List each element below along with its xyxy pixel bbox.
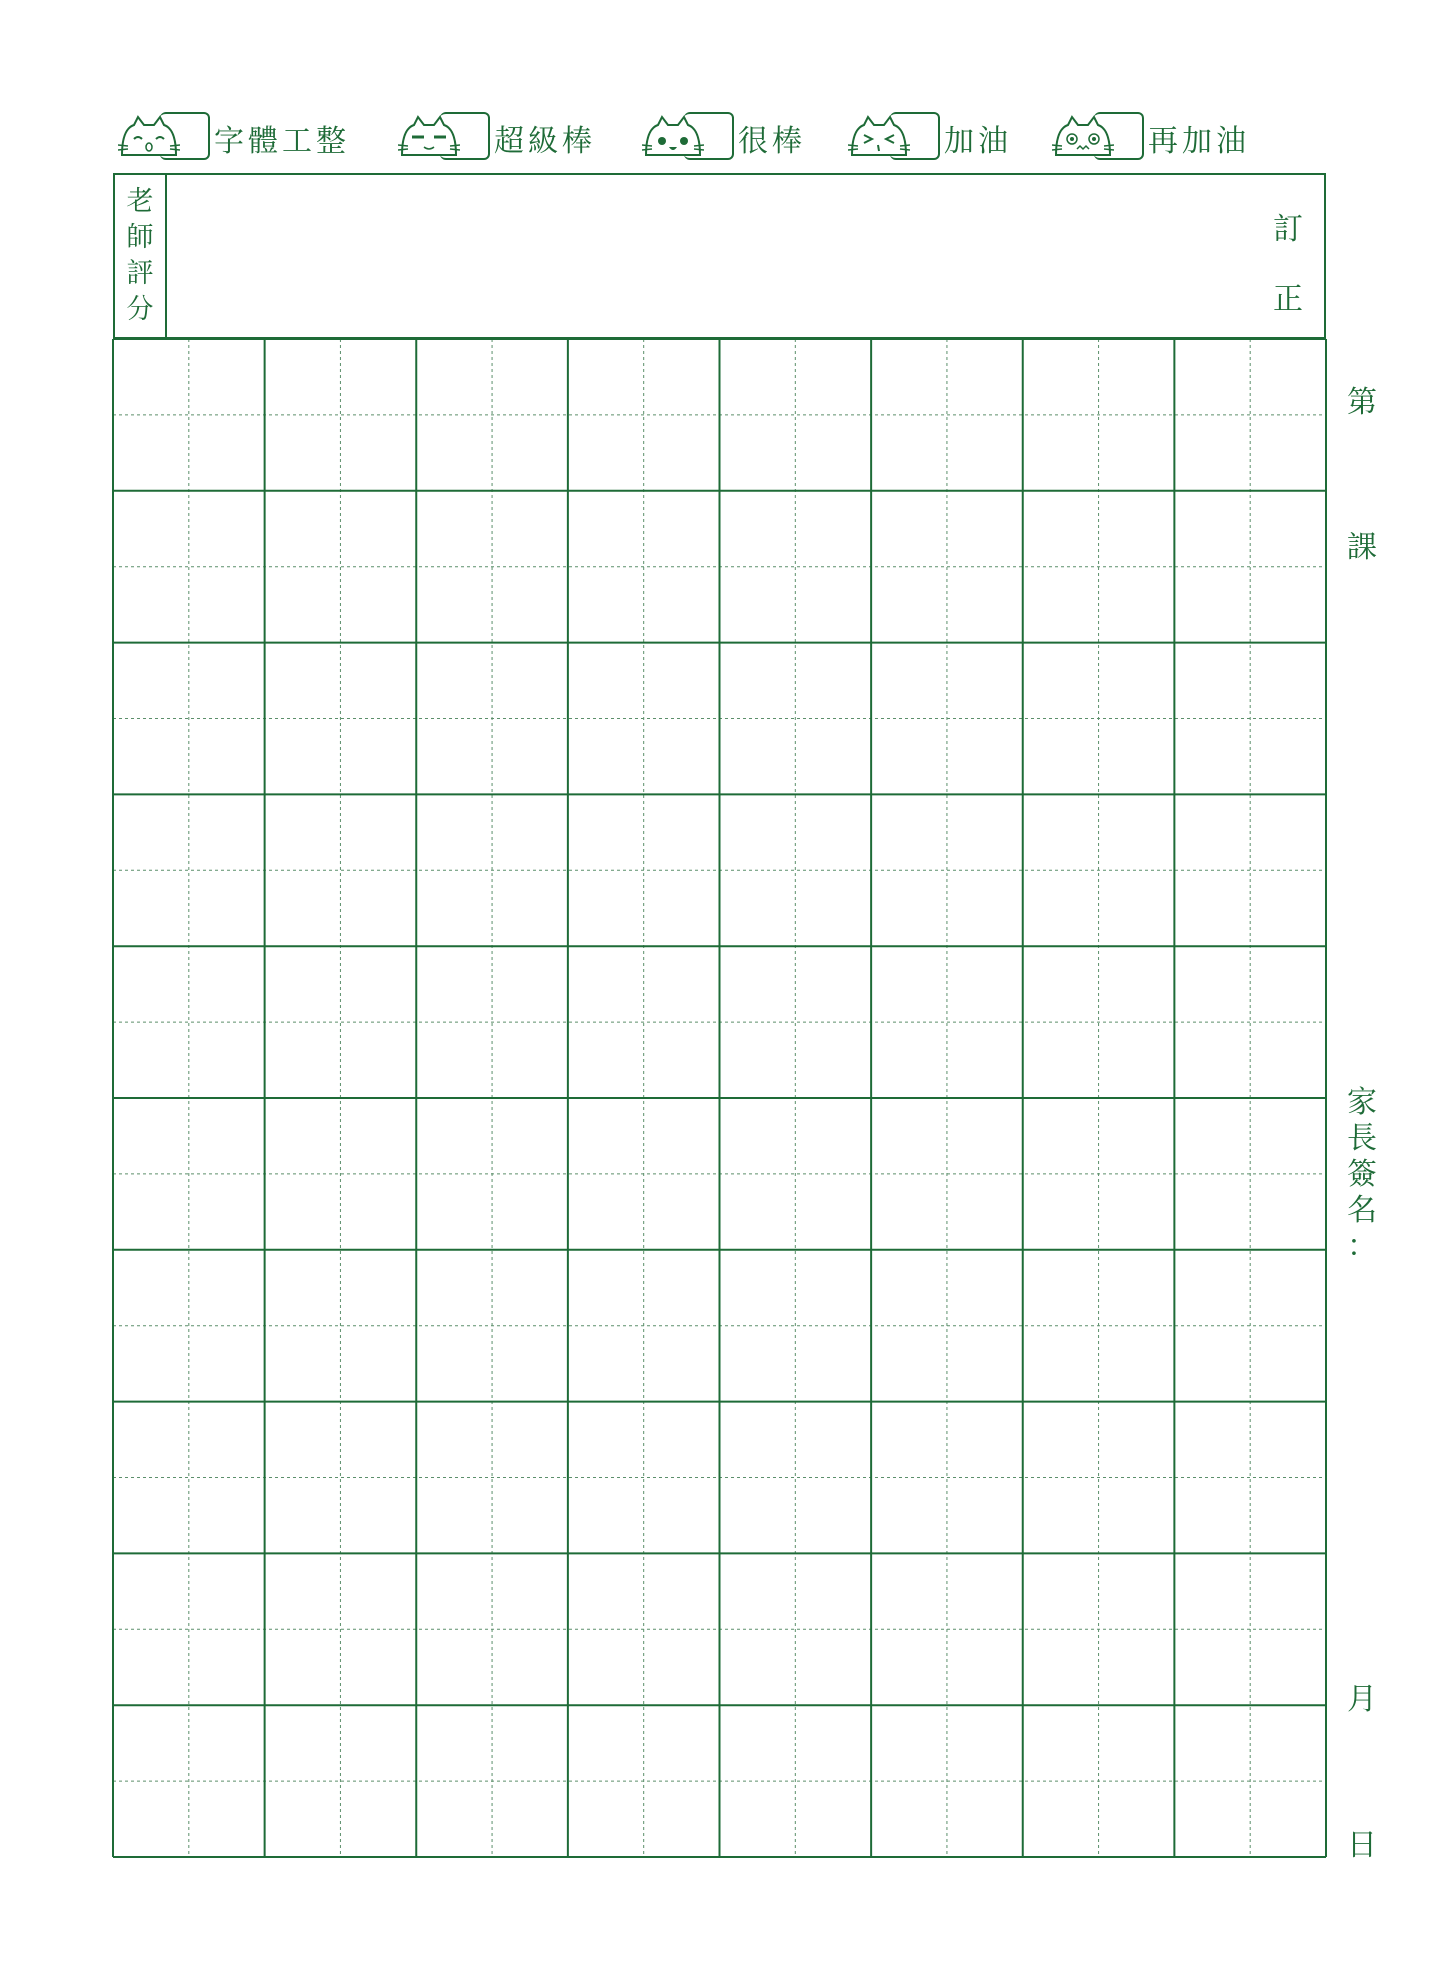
teacher-score-char: 分	[126, 294, 154, 325]
parent-signature-label	[1344, 1085, 1380, 1265]
parent-sign-char: ：	[1347, 1229, 1377, 1264]
parent-sign-char: 長	[1347, 1121, 1377, 1156]
lesson-suffix-label: 課	[1347, 530, 1377, 565]
teacher-score-char: 老	[126, 186, 154, 217]
correction-char: 訂	[1273, 212, 1303, 247]
parent-sign-char: 簽	[1347, 1157, 1377, 1192]
rating-label: 字體工整	[214, 124, 350, 159]
rating-label: 加油	[944, 124, 1012, 159]
rating-label: 很棒	[738, 124, 806, 159]
parent-sign-char: 家	[1347, 1085, 1377, 1120]
day-label: 日	[1347, 1828, 1377, 1863]
parent-sign-char: 名	[1347, 1193, 1377, 1228]
teacher-score-char: 師	[126, 222, 154, 253]
correction-char: 正	[1273, 282, 1303, 317]
month-label: 月	[1347, 1682, 1377, 1717]
lesson-prefix-label: 第	[1347, 385, 1377, 420]
rating-label: 超級棒	[494, 124, 596, 159]
teacher-score-char: 評	[126, 258, 154, 289]
rating-label: 再加油	[1148, 124, 1250, 159]
